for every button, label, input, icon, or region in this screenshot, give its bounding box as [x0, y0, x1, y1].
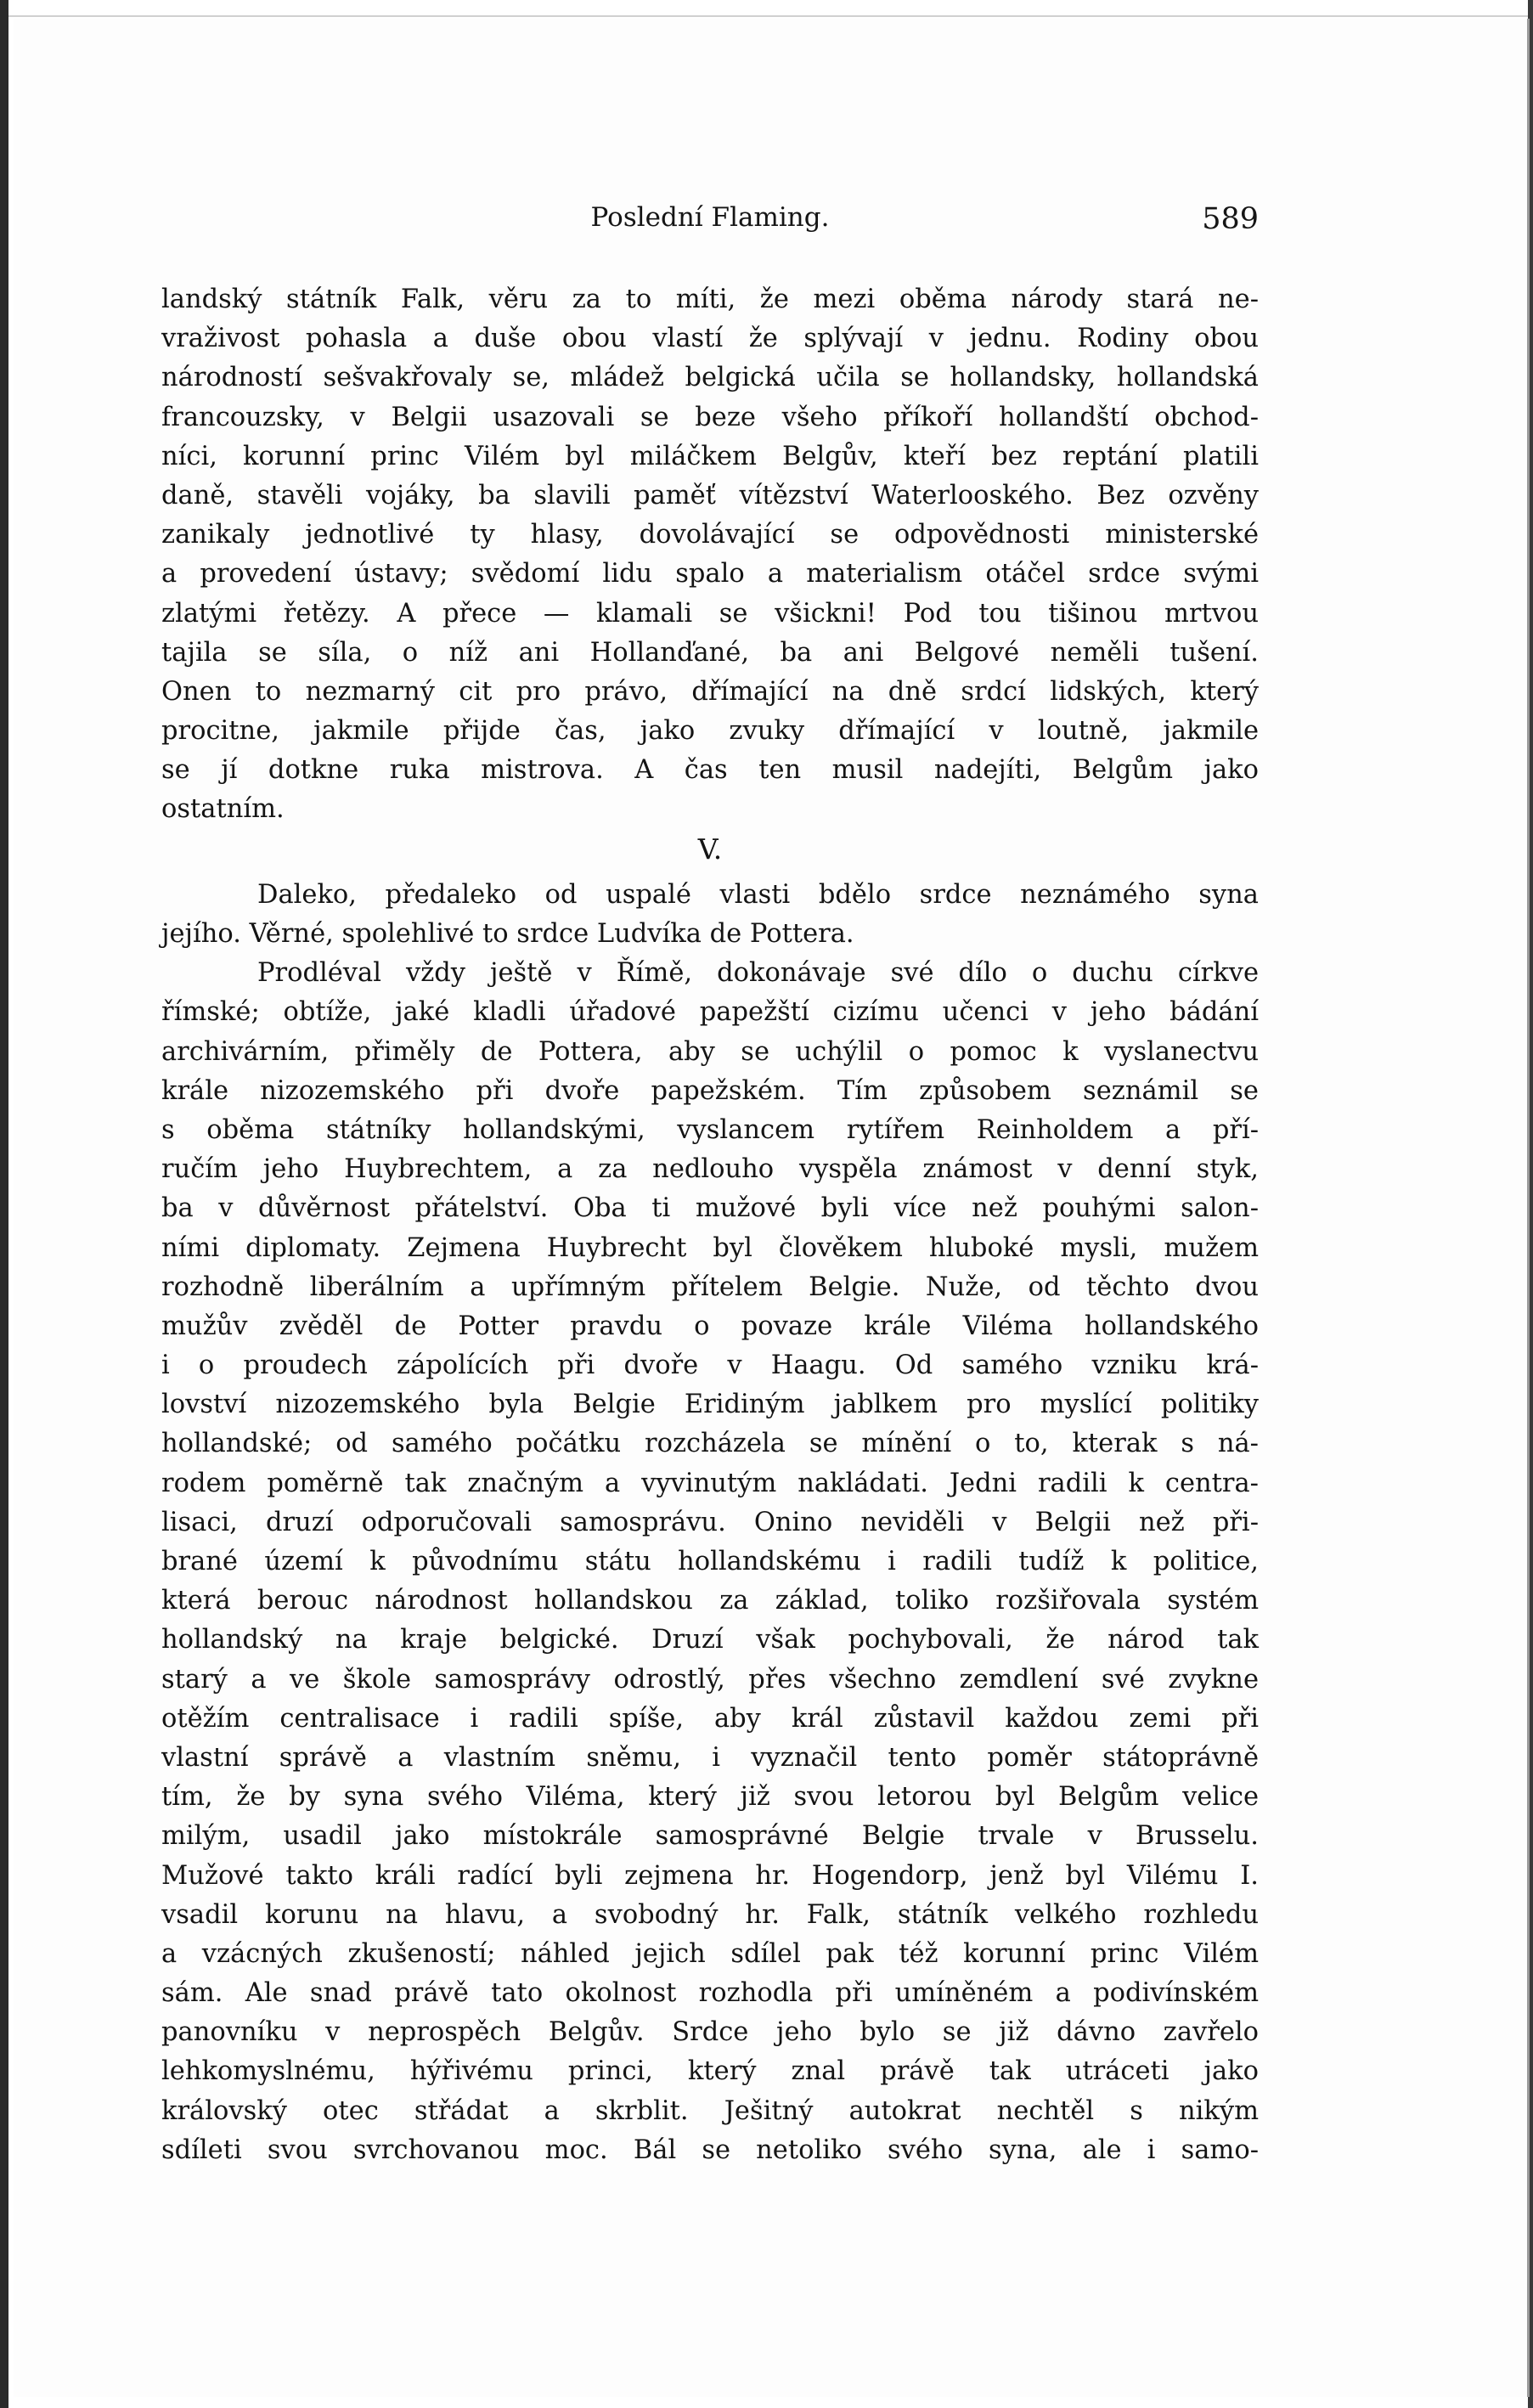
text-line: lovství nizozemského byla Belgie Eridiným jablkem pro myslící politiky — [161, 1390, 1259, 1420]
text-line: níci, korunní princ Vilém byl miláčkem Belgův, kteří bez reptání platili — [161, 441, 1259, 471]
text-line: tajila se síla, o níž ani Hollanďané, ba ani Belgové neměli tušení. — [161, 637, 1259, 668]
text-line: jejího. Věrné, spolehlivé to srdce Ludvíka de Pottera. — [161, 919, 854, 949]
page-number: 589 — [1202, 202, 1259, 236]
section-heading: V. — [697, 832, 723, 866]
text-line: krále nizozemského při dvoře papežském. Tím způsobem seznámil se — [161, 1075, 1259, 1106]
text-line: francouzsky, v Belgii usazovali se beze všeho příkoří hollandští obchod- — [161, 402, 1259, 432]
text-line: milým, usadil jako místokrále samosprávné Belgie trvale v Brusselu. — [161, 1821, 1259, 1852]
text-line: národností sešvakřovaly se, mládež belgická učila se hollandsky, hollandská — [161, 363, 1259, 393]
text-line: sám. Ale snad právě tato okolnost rozhodla při umíněném a podivínském — [161, 1978, 1259, 2009]
text-line: vlastní správě a vlastním sněmu, i vyznačil tento poměr státoprávně — [161, 1742, 1259, 1773]
text-line: vraživost pohasla a duše obou vlastí že splývají v jednu. Rodiny obou — [161, 324, 1259, 354]
running-title: Poslední Flaming. — [590, 202, 830, 233]
text-line: ními diplomaty. Zejmena Huybrecht byl člověkem hluboké mysli, mužem — [161, 1232, 1259, 1263]
text-line: vsadil korunu na hlavu, a svobodný hr. Falk, státník velkého rozhledu — [161, 1899, 1259, 1930]
page-body — [161, 280, 1259, 2170]
text-line: brané území k původnímu státu hollandskému i radili tudíž k politice, — [161, 1547, 1259, 1576]
text-line: hollandský na kraje belgické. Druzí však pochybovali, že národ tak — [161, 1625, 1259, 1655]
text-line: landský státník Falk, věru za to míti, že mezi oběma národy stará ne- — [161, 285, 1259, 314]
text-line: a vzácných zkušeností; náhled jejich sdílel pak též korunní princ Vilém — [161, 1938, 1259, 1969]
text-line: ba v důvěrnost přátelství. Oba ti mužové byli více než pouhými salon- — [161, 1193, 1259, 1224]
text-line: starý a ve škole samosprávy odrostlý, přes všechno zemdlení své zvykne — [161, 1664, 1259, 1695]
text-line: a provedení ústavy; svědomí lidu spalo a materialism otáčel srdce svými — [161, 559, 1259, 589]
text-line: královský otec střádat a skrblit. Ješitný autokrat nechtěl s nikým — [161, 2095, 1259, 2126]
text-line: lisaci, druzí odporučovali samosprávu. Onino neviděli v Belgii než při- — [161, 1507, 1259, 1537]
text-line: zanikaly jednotlivé ty hlasy, dovolávající se odpovědnosti ministerské — [161, 520, 1259, 550]
text-line: se jí dotkne ruka mistrova. A čas ten musil nadejíti, Belgům jako — [161, 755, 1259, 786]
text-line: ručím jeho Huybrechtem, a za nedlouho vyspěla známost v denní styk, — [161, 1154, 1259, 1185]
text-line: Daleko, předaleko od uspalé vlasti bdělo srdce neznámého syna — [257, 879, 1259, 910]
scan-edge-left — [0, 0, 8, 2408]
text-line: hollandské; od samého počátku rozcházela se mínění o to, kterak s ná- — [161, 1429, 1259, 1459]
text-line: římské; obtíže, jaké kladli úřadové papežští cizímu učenci v jeho bádání — [161, 997, 1259, 1028]
text-line: Onen to nezmarný cit pro právo, dřímající na dně srdcí lidských, který — [161, 676, 1259, 707]
scan-edge-top — [8, 15, 1528, 17]
text-line: i o proudech zápolících při dvoře v Haagu. Od samého vzniku krá- — [161, 1351, 1259, 1381]
text-line: otěžím centralisace i radili spíše, aby král zůstavil každou zemi při — [161, 1703, 1259, 1734]
text-line: panovníku v neprospěch Belgův. Srdce jeho bylo se již dávno zavřelo — [161, 2017, 1259, 2048]
text-line: která berouc národnost hollandskou za základ, toliko rozšiřovala systém — [161, 1586, 1259, 1616]
paragraph-2 — [161, 876, 1259, 954]
text-line: rodem poměrně tak značným a vyvinutým nakládati. Jedni radili k centra- — [161, 1468, 1259, 1498]
text-line: Prodléval vždy ještě v Římě, dokonávaje své dílo o duchu církve — [257, 958, 1259, 989]
text-line: mužův zvěděl de Potter pravdu o povaze krále Viléma hollandského — [161, 1311, 1259, 1341]
paragraph-3 — [161, 954, 1259, 2170]
text-line: s oběma státníky hollandskými, vyslancem rytířem Reinholdem a pří- — [161, 1114, 1259, 1145]
text-line: sdíleti svou svrchovanou moc. Bál se netoliko svého syna, ale i samo- — [161, 2134, 1259, 2165]
text-line: ostatním. — [161, 794, 285, 825]
text-line: procitne, jakmile přijde čas, jako zvuky dřímající v loutně, jakmile — [161, 716, 1259, 747]
text-line: tím, že by syna svého Viléma, který již svou letorou byl Belgům velice — [161, 1782, 1259, 1813]
text-line: rozhodně liberálním a upřímným přítelem Belgie. Nuže, od těchto dvou — [161, 1272, 1259, 1302]
text-line: lehkomyslnému, hýřivému princi, který znal právě tak utráceti jako — [161, 2056, 1259, 2087]
text-line: zlatými řetězy. A přece — klamali se všickni! Pod tou tišinou mrtvou — [161, 598, 1259, 629]
paragraph-1 — [161, 280, 1259, 830]
text-line: daně, stavěli vojáky, ba slavili paměť vítězství Waterlooského. Bez ozvěny — [161, 480, 1259, 510]
text-line: Mužové takto králi radící byli zejmena hr. Hogendorp, jenž byl Vilému I. — [161, 1860, 1259, 1891]
section-gap — [161, 869, 1259, 876]
text-line: archivárním, přiměly de Pottera, aby se uchýlil o pomoc k vyslanectvu — [161, 1036, 1259, 1067]
running-header — [161, 202, 1259, 245]
